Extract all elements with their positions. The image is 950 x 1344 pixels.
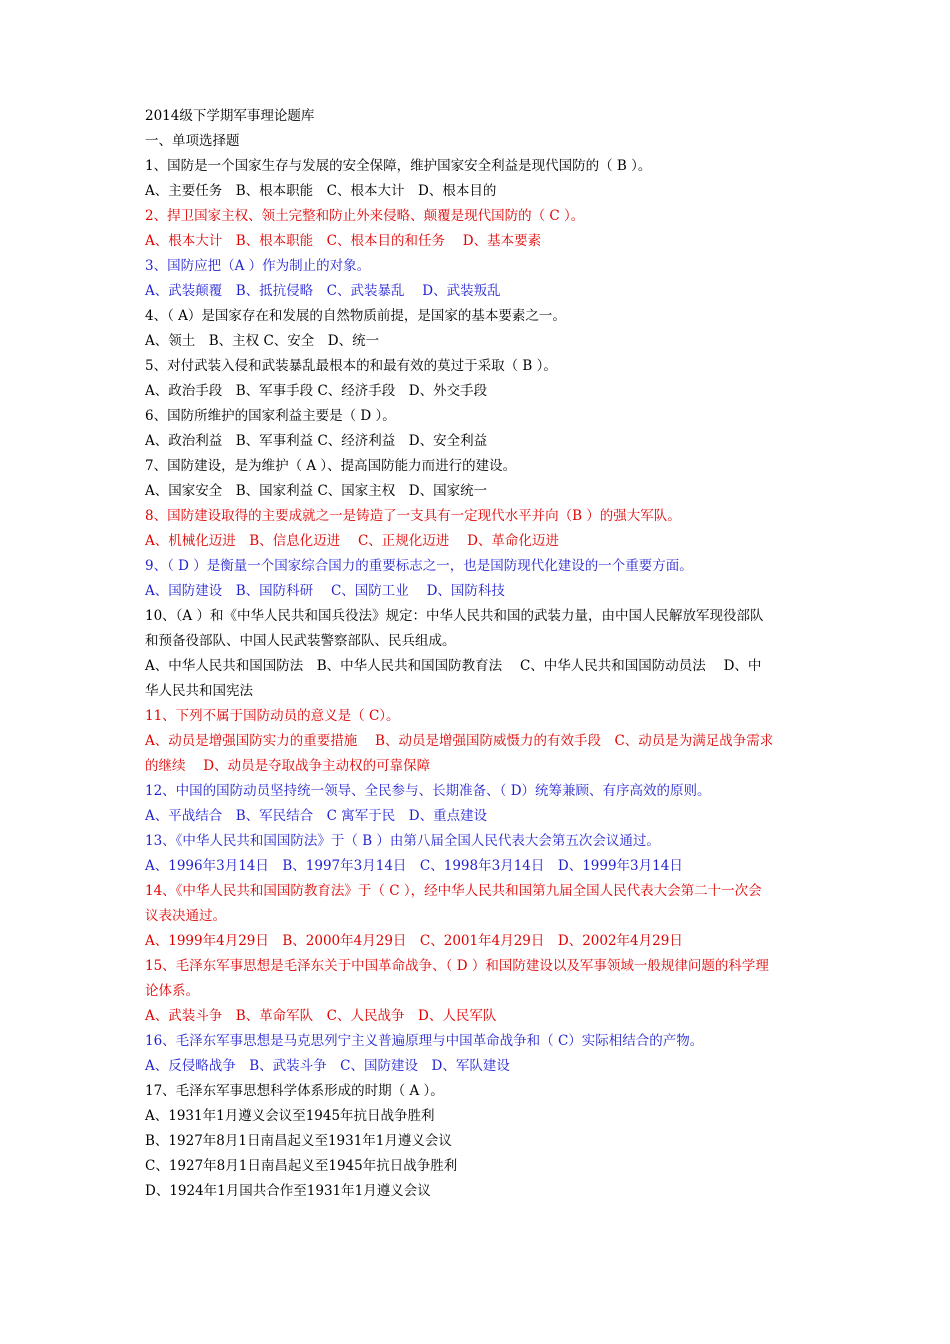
question-line: A、政治手段 B、军事手段 C、经济手段 D、外交手段 [145, 383, 488, 399]
question-line: D、1924年1月国共合作至1931年1月遵义会议 [145, 1183, 431, 1199]
question-line: 议表决通过。 [145, 908, 226, 924]
question-line: A、国防建设 B、国防科研 C、国防工业 D、国防科技 [145, 583, 505, 599]
question-line: 12、中国的国防动员坚持统一领导、全民参与、长期准备、（ D）统筹兼顾、有序高效的原则。 [145, 783, 711, 799]
question-line: A、中华人民共和国国防法 B、中华人民共和国国防教育法 C、中华人民共和国国防动员法 D、中 [145, 658, 762, 674]
question-line: A、反侵略战争 B、武装斗争 C、国防建设 D、军队建设 [145, 1058, 510, 1074]
document-title: 2014级下学期军事理论题库 [145, 108, 315, 124]
question-line: A、武装颠覆 B、抵抗侵略 C、武装暴乱 D、武装叛乱 [145, 283, 501, 299]
question-line: 16、毛泽东军事思想是马克思列宁主义普遍原理与中国革命战争和（ C）实际相结合的产物。 [145, 1033, 704, 1049]
question-list [145, 154, 810, 1204]
question-line: A、武装斗争 B、革命军队 C、人民战争 D、人民军队 [145, 1008, 497, 1024]
question-line: 6、国防所维护的国家利益主要是（ D ）。 [145, 408, 396, 424]
question-line: A、动员是增强国防实力的重要措施 B、动员是增强国防威慑力的有效手段 C、动员是为满足战争需求 [145, 733, 774, 749]
document-page [145, 104, 810, 1204]
question-line: A、机械化迈进 B、信息化迈进 C、正规化迈进 D、革命化迈进 [145, 533, 559, 549]
question-line: A、领土 B、主权 C、安全 D、统一 [145, 333, 380, 349]
question-line: 华人民共和国宪法 [145, 683, 253, 699]
question-line: 2、捍卫国家主权、领土完整和防止外来侵略、颠覆是现代国防的（ C ）。 [145, 208, 585, 224]
question-line: A、1931年1月遵义会议至1945年抗日战争胜利 [145, 1108, 435, 1124]
question-line: A、主要任务 B、根本职能 C、根本大计 D、根本目的 [145, 183, 497, 199]
question-line: 13、《中华人民共和国国防法》于（ B ）由第八届全国人民代表大会第五次会议通过。 [145, 833, 660, 849]
question-line: A、平战结合 B、军民结合 C 寓军于民 D、重点建设 [145, 808, 488, 824]
question-line: 14、《中华人民共和国国防教育法》于（ C ），经中华人民共和国第九届全国人民代表大会第二十一次会 [145, 883, 762, 899]
question-line: 和预备役部队、中国人民武装警察部队、民兵组成。 [145, 633, 456, 649]
question-line: B、1927年8月1日南昌起义至1931年1月遵义会议 [145, 1133, 452, 1149]
question-line: A、国家安全 B、国家利益 C、国家主权 D、国家统一 [145, 483, 488, 499]
question-line: 11、下列不属于国防动员的意义是（ C）。 [145, 708, 400, 724]
question-line: A、政治利益 B、军事利益 C、经济利益 D、安全利益 [145, 433, 488, 449]
question-line: A、根本大计 B、根本职能 C、根本目的和任务 D、基本要素 [145, 233, 542, 249]
question-line: 9、（ D ）是衡量一个国家综合国力的重要标志之一，也是国防现代化建设的一个重要方面。 [145, 558, 693, 574]
question-line: A、1996年3月14日 B、1997年3月14日 C、1998年3月14日 D、1999年3月14日 [145, 858, 683, 874]
question-line: C、1927年8月1日南昌起义至1945年抗日战争胜利 [145, 1158, 458, 1174]
question-line: 论体系。 [145, 983, 199, 999]
question-line: 的继续 D、动员是夺取战争主动权的可靠保障 [145, 758, 431, 774]
question-line: 5、对付武装入侵和武装暴乱最根本的和最有效的莫过于采取（ B ）。 [145, 358, 557, 374]
question-line: 4、（ A）是国家存在和发展的自然物质前提，是国家的基本要素之一。 [145, 308, 566, 324]
question-line: 8、国防建设取得的主要成就之一是铸造了一支具有一定现代水平并向（B ）的强大军队。 [145, 508, 681, 524]
question-line: 15、毛泽东军事思想是毛泽东关于中国革命战争、（ D ）和国防建设以及军事领域一般规律问题的科学理 [145, 958, 769, 974]
question-line: 7、国防建设，是为维护（ A ）、提高国防能力而进行的建设。 [145, 458, 517, 474]
question-line: 10、（A ）和《中华人民共和国兵役法》规定：中华人民共和国的武装力量，由中国人民解放军现役部队 [145, 608, 764, 624]
question-line: 3、国防应把（A ）作为制止的对象。 [145, 258, 371, 274]
question-line: 17、毛泽东军事思想科学体系形成的时期（ A ）。 [145, 1083, 444, 1099]
question-line: A、1999年4月29日 B、2000年4月29日 C、2001年4月29日 D、2002年4月29日 [145, 933, 683, 949]
section-heading: 一、单项选择题 [145, 133, 240, 149]
question-line: 1、国防是一个国家生存与发展的安全保障，维护国家安全利益是现代国防的（ B ）。 [145, 158, 652, 174]
